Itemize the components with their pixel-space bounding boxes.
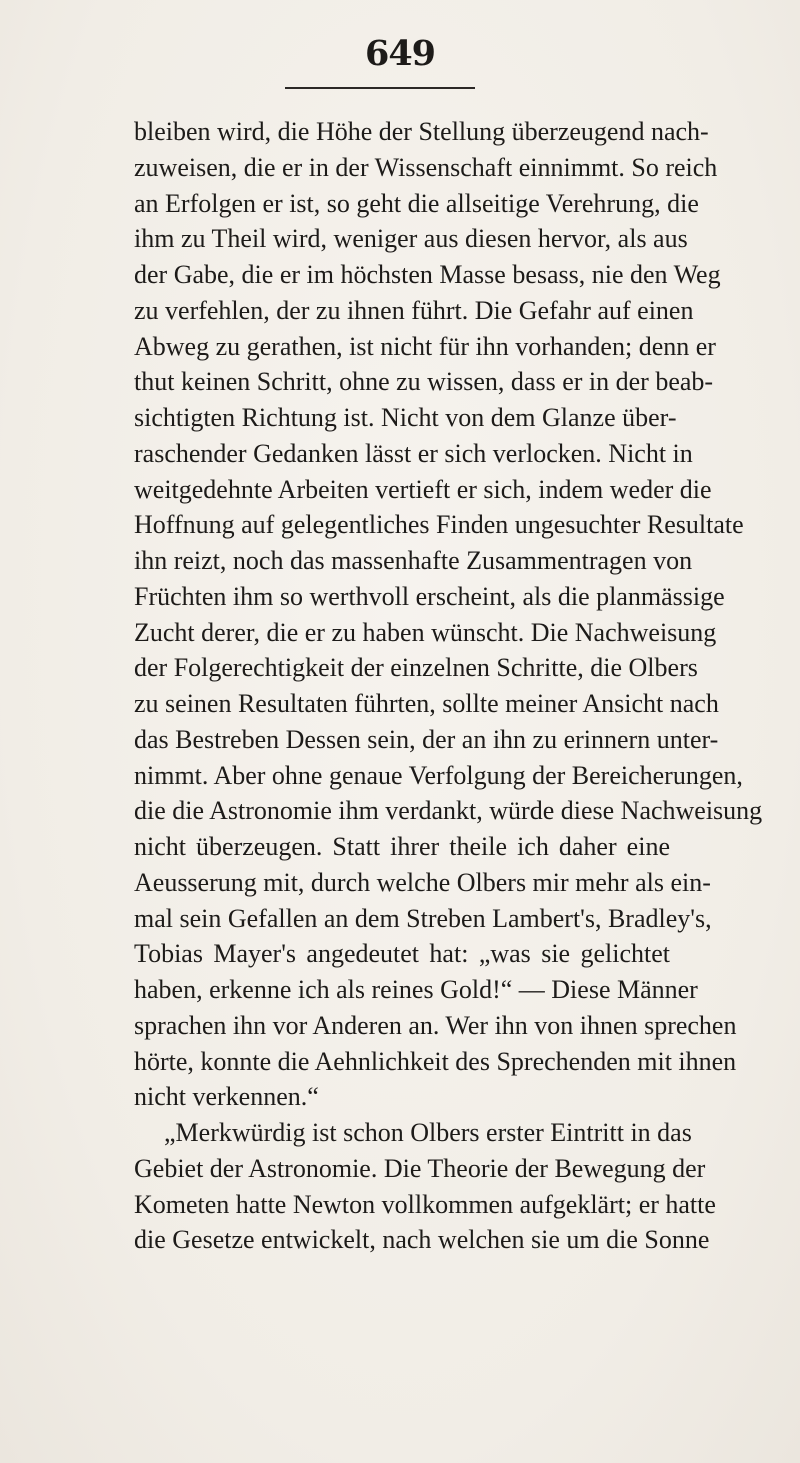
text-line: Kometen hatte Newton vollkommen aufgeklärt; er hatte	[134, 1189, 716, 1219]
text-line: der Folgerechtigkeit der einzelnen Schritte, die Olbers	[134, 653, 698, 683]
text-line: der Gabe, die er im höchsten Masse besass, nie den Weg	[134, 260, 721, 289]
text-line: mal sein Gefallen an dem Streben Lambert's, Bradley's,	[134, 903, 712, 933]
text-line: das Bestreben Dessen sein, der an ihn zu erinnern unter-	[134, 724, 719, 754]
text-line-paragraph-end: nicht verkennen.“	[134, 1082, 319, 1112]
text-line: sprachen ihn vor Anderen an. Wer ihn von ihnen sprechen	[134, 1010, 737, 1040]
text-line: weitgedehnte Arbeiten vertieft er sich, indem weder die	[134, 474, 712, 504]
text-line: Gebiet der Astronomie. Die Theorie der Bewegung der	[134, 1153, 706, 1183]
page-number: 649	[364, 33, 436, 74]
header-rule	[285, 87, 475, 89]
text-line: sichtigten Richtung ist. Nicht von dem Glanze über-	[134, 403, 677, 432]
text-line: Früchten ihm so werthvoll erscheint, als die planmässige	[134, 581, 725, 611]
text-line-paragraph-start: „Merkwürdig ist schon Olbers erster Eintritt in das	[164, 1118, 692, 1147]
text-line: haben, erkenne ich als reines Gold!“ — Diese Männer	[134, 975, 698, 1004]
text-line: die Gesetze entwickelt, nach welchen sie um die Sonne	[134, 1225, 710, 1255]
text-line: ihn reizt, noch das massenhafte Zusammentragen von	[134, 546, 693, 575]
text-line: thut keinen Schritt, ohne zu wissen, dass er in der beab-	[134, 367, 714, 397]
text-line: die die Astronomie ihm verdankt, würde diese Nachweisung	[134, 796, 763, 826]
text-line: bleiben wird, die Höhe der Stellung überzeugend nach-	[134, 117, 709, 146]
text-line: nicht überzeugen. Statt ihrer theile ich daher eine	[134, 832, 670, 861]
text-line: Aeusserung mit, durch welche Olbers mir mehr als ein-	[134, 867, 711, 897]
text-line: ihm zu Theil wird, weniger aus diesen hervor, als aus	[134, 224, 688, 254]
text-line: zu seinen Resultaten führten, sollte meiner Ansicht nach	[134, 689, 719, 718]
text-line: an Erfolgen er ist, so geht die allseitige Verehrung, die	[134, 188, 699, 218]
text-line: zuweisen, die er in der Wissenschaft einnimmt. So reich	[134, 152, 718, 182]
body-text	[134, 114, 763, 1258]
text-line: Tobias Mayer's angedeutet hat: „was sie gelichtet	[134, 939, 670, 969]
text-line: nimmt. Aber ohne genaue Verfolgung der Bereicherungen,	[134, 760, 743, 790]
text-line: hörte, konnte die Aehnlichkeit des Sprechenden mit ihnen	[134, 1046, 737, 1076]
text-line: Abweg zu gerathen, ist nicht für ihn vorhanden; denn er	[134, 331, 716, 361]
text-line: Hoffnung auf gelegentliches Finden ungesuchter Resultate	[134, 510, 744, 540]
text-line: raschender Gedanken lässt er sich verlocken. Nicht in	[134, 438, 693, 468]
text-line: zu verfehlen, der zu ihnen führt. Die Gefahr auf einen	[134, 295, 694, 325]
text-line: Zucht derer, die er zu haben wünscht. Die Nachweisung	[134, 617, 717, 647]
